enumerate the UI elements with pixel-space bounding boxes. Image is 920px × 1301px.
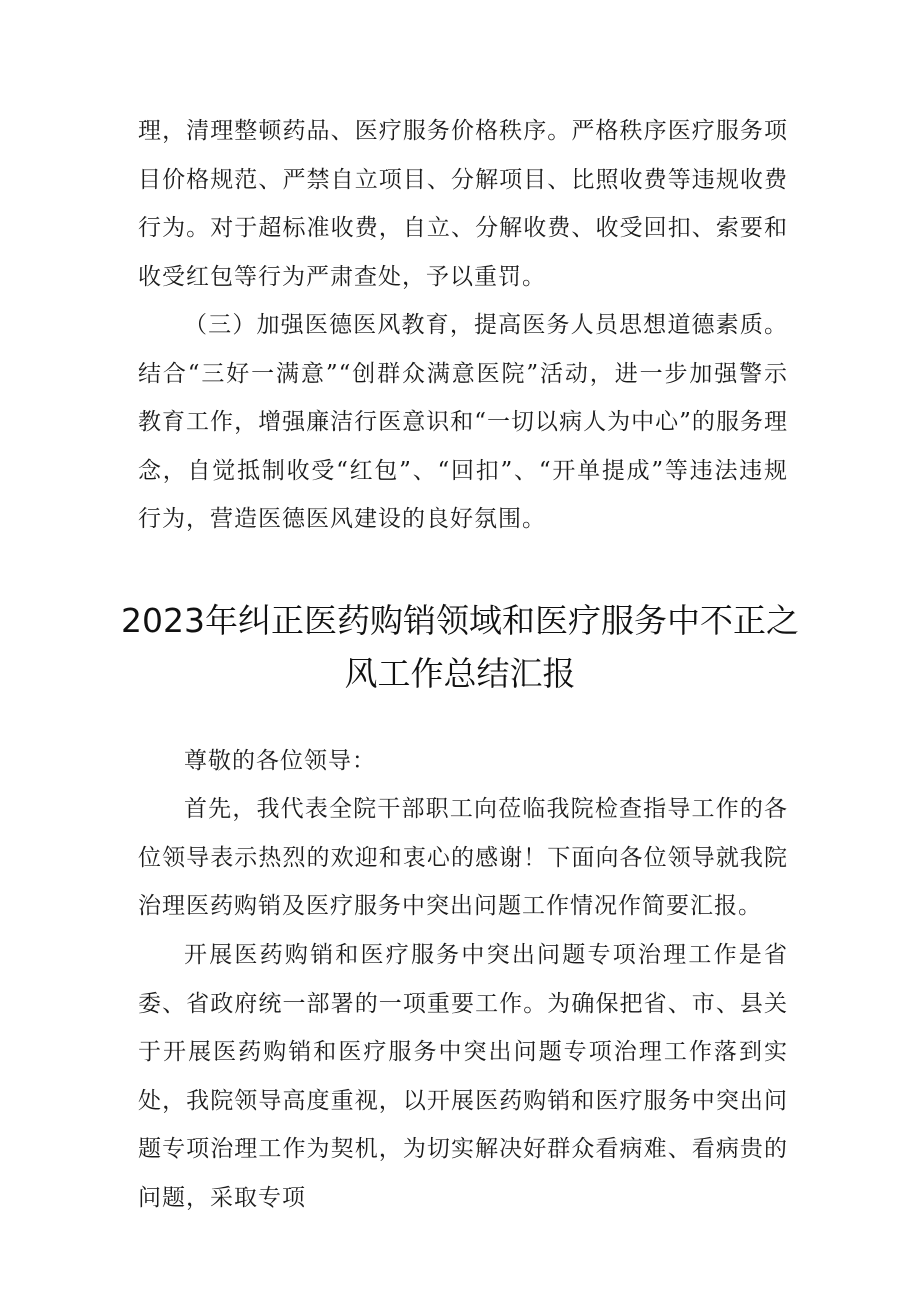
salutation: 尊敬的各位领导：: [184, 748, 376, 774]
body-paragraph-pricing-order: 理，清理整顿药品、医疗服务价格秩序。严格秩序医疗服务项目价格规范、严禁自立项目、分解项目、比照收费等违规收费行为。对于超标准收费，自立、分解收费、收受回扣、索要和收受红包等行为严肃查处，予以重罚。: [138, 118, 788, 290]
document-title: 2023年纠正医药购销领域和医疗服务中不正之风工作总结汇报: [121, 601, 799, 693]
body-paragraph-welcome: 首先，我代表全院干部职工向莅临我院检查指导工作的各位领导表示热烈的欢迎和衷心的感谢！下面向各位领导就我院治理医药购销及医疗服务中突出问题工作情况作简要汇报。: [138, 796, 788, 919]
body-paragraph-ethics-education: （三）加强医德医风教育，提高医务人员思想道德素质。结合“三好一满意”“创群众满意医院”活动，进一步加强警示教育工作，增强廉洁行医意识和“一切以病人为中心”的服务理念，自觉抵制收受“红包”、“回扣”、“开单提成”等违法违规行为，营造医德医风建设的良好氛围。: [138, 312, 788, 532]
body-paragraph-special-governance: 开展医药购销和医疗服务中突出问题专项治理工作是省委、省政府统一部署的一项重要工作。为确保把省、市、县关于开展医药购销和医疗服务中突出问题专项治理工作落到实处，我院领导高度重视，以开展医药购销和医疗服务中突出问题专项治理工作为契机，为切实解决好群众看病难、看病贵的问题，采取专项: [138, 942, 788, 1211]
